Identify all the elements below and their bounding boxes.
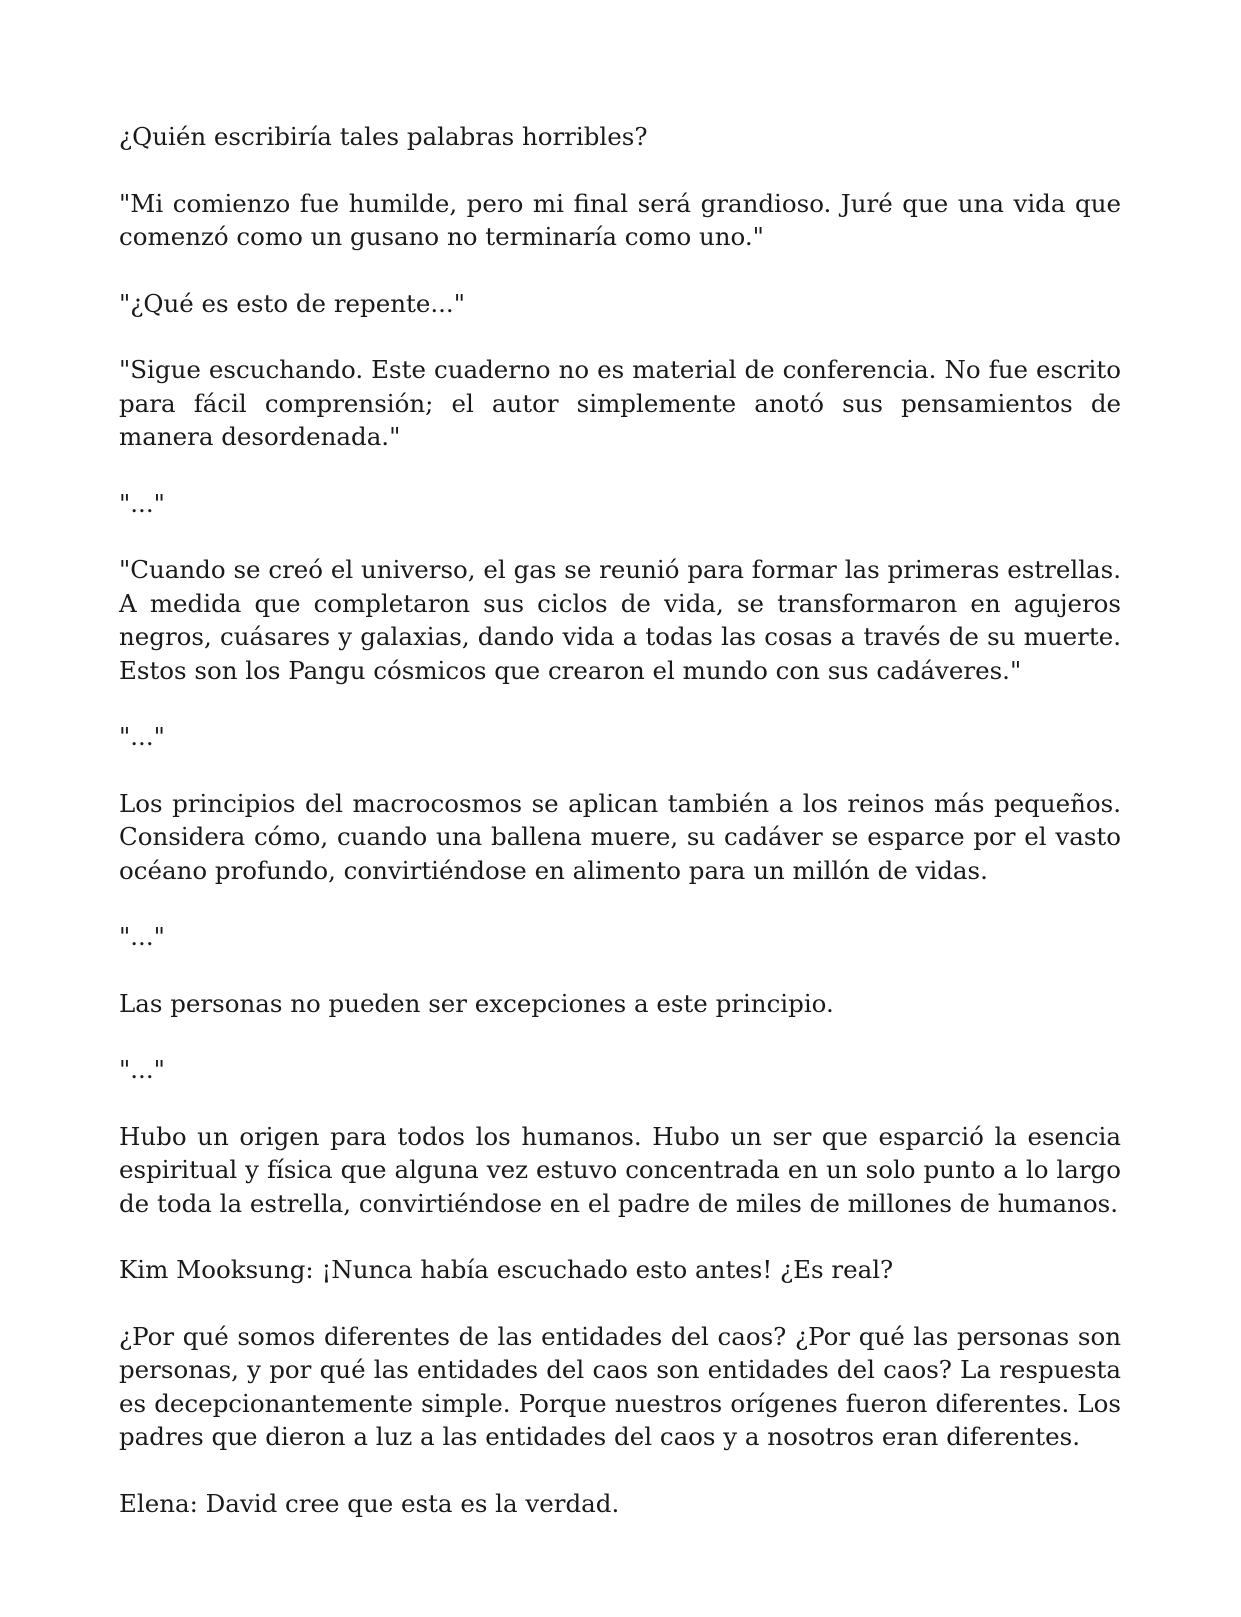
paragraph-macrocosm: Los principios del macrocosmos se aplican también a los reinos más pequeños. Considera cómo, cuando una ballena muere, su cadáver se esparce por el vasto océano profundo, convirtiéndose en alimento para un millón de vidas.: [119, 788, 1121, 885]
paragraph-chaos-entities: ¿Por qué somos diferentes de las entidades del caos? ¿Por qué las personas son personas, y por qué las entidades del caos son entidades del caos? La respuesta es decepcionantemente simple. Porque nuestros orígenes fueron diferentes. Los padres que dieron a luz a las entidades del caos y a nosotros eran diferentes.: [119, 1321, 1121, 1451]
paragraph-ellipsis-3: "...": [119, 922, 165, 951]
paragraph-universe-creation: "Cuando se creó el universo, el gas se reunió para formar las primeras estrellas. A medida que completaron sus ciclos de vida, se transformaron en agujeros negros, cuásares y galaxias, dando vida a todas las cosas a través de su muerte. Estos son los Pangu cósmicos que crearon el mundo con sus cadáveres.": [119, 555, 1121, 685]
paragraph-origin-of-humans: Hubo un origen para todos los humanos. Hubo un ser que esparció la esencia espiritual y física que alguna vez estuvo concentrada en un solo punto a lo largo de toda la estrella, convirtiéndose en el padre de miles de millones de humanos.: [119, 1121, 1121, 1218]
paragraph-what-is-this: "¿Qué es esto de repente...": [119, 288, 465, 318]
paragraph-quote-humble-beginning: "Mi comienzo fue humilde, pero mi final será grandioso. Juré que una vida que comenzó como un gusano no terminaría como uno.": [119, 188, 1121, 251]
paragraph-ellipsis-4: "...": [119, 1055, 165, 1084]
paragraph-question: ¿Quién escribiría tales palabras horribles?: [119, 122, 648, 151]
paragraph-no-exceptions: Las personas no pueden ser excepciones a este principio.: [119, 988, 834, 1018]
document-body: [119, 120, 1121, 1553]
paragraph-kim-mooksung: Kim Mooksung: ¡Nunca había escuchado esto antes! ¿Es real?: [119, 1255, 894, 1284]
paragraph-ellipsis-2: "...": [119, 722, 165, 751]
paragraph-elena: Elena: David cree que esta es la verdad.: [119, 1488, 620, 1518]
paragraph-keep-listening: "Sigue escuchando. Este cuaderno no es material de conferencia. No fue escrito para fácil comprensión; el autor simplemente anotó sus pensamientos de manera desordenada.": [119, 355, 1121, 451]
paragraph-ellipsis-1: "...": [119, 488, 165, 518]
